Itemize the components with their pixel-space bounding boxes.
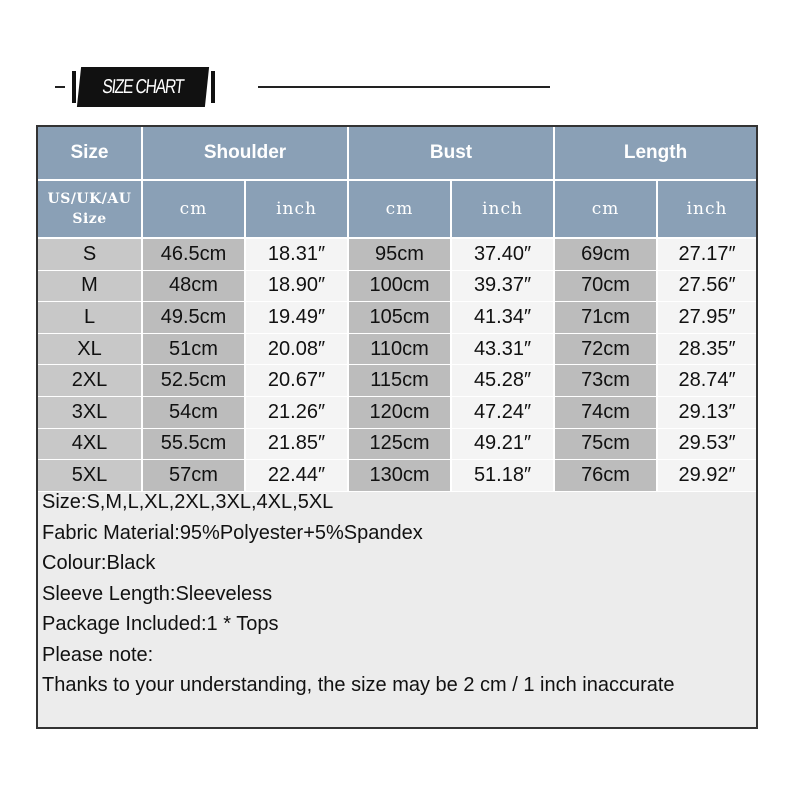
cell-bust-cm: 105cm bbox=[348, 302, 451, 334]
cell-length-cm: 74cm bbox=[554, 396, 657, 428]
banner-title: SIZE CHART bbox=[101, 75, 185, 98]
cell-length-inch: 27.17″ bbox=[657, 238, 756, 270]
cell-length-inch: 27.95″ bbox=[657, 302, 756, 334]
header-row bbox=[38, 127, 756, 180]
cell-length-cm: 71cm bbox=[554, 302, 657, 334]
note-package: Package Included:1 * Tops bbox=[42, 613, 279, 635]
subheader-length-cm: cm bbox=[554, 180, 657, 238]
cell-bust-cm: 125cm bbox=[348, 428, 451, 460]
cell-bust-inch: 49.21″ bbox=[451, 428, 554, 460]
note-disclaimer: Thanks to your understanding, the size may be 2 cm / 1 inch inaccurate bbox=[42, 674, 675, 696]
cell-size: S bbox=[38, 238, 142, 270]
cell-bust-inch: 51.18″ bbox=[451, 460, 554, 492]
cell-shoulder-inch: 18.90″ bbox=[245, 270, 348, 302]
cell-bust-inch: 37.40″ bbox=[451, 238, 554, 270]
cell-length-inch: 29.53″ bbox=[657, 428, 756, 460]
subheader-shoulder-cm: cm bbox=[142, 180, 245, 238]
cell-bust-inch: 45.28″ bbox=[451, 365, 554, 397]
table-row bbox=[38, 365, 756, 397]
note-colour: Colour:Black bbox=[42, 552, 156, 574]
subheader-region bbox=[38, 180, 142, 238]
cell-length-inch: 29.13″ bbox=[657, 396, 756, 428]
cell-length-cm: 70cm bbox=[554, 270, 657, 302]
cell-length-inch: 29.92″ bbox=[657, 460, 756, 492]
note-fabric: Fabric Material:95%Polyester+5%Spandex bbox=[42, 521, 423, 544]
table-row bbox=[38, 270, 756, 302]
note-sizes: Size:S,M,L,XL,2XL,3XL,4XL,5XL bbox=[42, 491, 334, 513]
table-row bbox=[38, 396, 756, 428]
cell-length-cm: 75cm bbox=[554, 428, 657, 460]
cell-length-inch: 28.74″ bbox=[657, 365, 756, 397]
cell-size: M bbox=[38, 270, 142, 302]
cell-shoulder-cm: 57cm bbox=[142, 460, 245, 492]
size-chart-banner bbox=[0, 64, 800, 110]
table-row bbox=[38, 302, 756, 334]
subheader-bust-cm: cm bbox=[348, 180, 451, 238]
cell-length-cm: 69cm bbox=[554, 238, 657, 270]
cell-length-cm: 73cm bbox=[554, 365, 657, 397]
cell-size: 2XL bbox=[38, 365, 142, 397]
cell-shoulder-inch: 19.49″ bbox=[245, 302, 348, 334]
banner-rule-left bbox=[55, 86, 65, 88]
cell-length-cm: 72cm bbox=[554, 333, 657, 365]
subheader-region-line2: Size bbox=[72, 211, 107, 227]
cell-length-inch: 27.56″ bbox=[657, 270, 756, 302]
size-table bbox=[38, 127, 756, 492]
cell-shoulder-cm: 52.5cm bbox=[142, 365, 245, 397]
cell-bust-cm: 100cm bbox=[348, 270, 451, 302]
subheader-row bbox=[38, 180, 756, 238]
cell-shoulder-inch: 20.08″ bbox=[245, 333, 348, 365]
cell-size: 5XL bbox=[38, 460, 142, 492]
cell-length-inch: 28.35″ bbox=[657, 333, 756, 365]
cell-bust-inch: 39.37″ bbox=[451, 270, 554, 302]
cell-length-cm: 76cm bbox=[554, 460, 657, 492]
subheader-region-line1: US/UK/AU bbox=[47, 191, 132, 207]
cell-size: 4XL bbox=[38, 428, 142, 460]
cell-shoulder-cm: 51cm bbox=[142, 333, 245, 365]
cell-size: XL bbox=[38, 333, 142, 365]
table-row bbox=[38, 333, 756, 365]
header-length: Length bbox=[554, 127, 756, 180]
cell-shoulder-cm: 46.5cm bbox=[142, 238, 245, 270]
banner-bar-right bbox=[211, 71, 215, 103]
table-row bbox=[38, 238, 756, 270]
cell-bust-cm: 120cm bbox=[348, 396, 451, 428]
cell-shoulder-inch: 22.44″ bbox=[245, 460, 348, 492]
header-size: Size bbox=[38, 127, 142, 180]
banner-title-box bbox=[77, 67, 209, 107]
product-notes bbox=[42, 487, 756, 701]
cell-bust-inch: 43.31″ bbox=[451, 333, 554, 365]
cell-shoulder-inch: 18.31″ bbox=[245, 238, 348, 270]
subheader-bust-inch: inch bbox=[451, 180, 554, 238]
note-please-note: Please note: bbox=[42, 643, 154, 666]
cell-bust-inch: 47.24″ bbox=[451, 396, 554, 428]
cell-size: L bbox=[38, 302, 142, 334]
cell-shoulder-cm: 49.5cm bbox=[142, 302, 245, 334]
cell-shoulder-cm: 55.5cm bbox=[142, 428, 245, 460]
cell-shoulder-cm: 48cm bbox=[142, 270, 245, 302]
subheader-shoulder-inch: inch bbox=[245, 180, 348, 238]
header-shoulder: Shoulder bbox=[142, 127, 348, 180]
cell-shoulder-inch: 20.67″ bbox=[245, 365, 348, 397]
size-chart-sheet bbox=[36, 125, 758, 729]
cell-shoulder-inch: 21.85″ bbox=[245, 428, 348, 460]
banner-bar-left bbox=[72, 71, 76, 103]
cell-bust-inch: 41.34″ bbox=[451, 302, 554, 334]
cell-shoulder-inch: 21.26″ bbox=[245, 396, 348, 428]
cell-size: 3XL bbox=[38, 396, 142, 428]
banner-rule-right bbox=[258, 86, 550, 88]
cell-bust-cm: 110cm bbox=[348, 333, 451, 365]
cell-shoulder-cm: 54cm bbox=[142, 396, 245, 428]
cell-bust-cm: 130cm bbox=[348, 460, 451, 492]
subheader-length-inch: inch bbox=[657, 180, 756, 238]
note-sleeve: Sleeve Length:Sleeveless bbox=[42, 582, 273, 605]
cell-bust-cm: 95cm bbox=[348, 238, 451, 270]
cell-bust-cm: 115cm bbox=[348, 365, 451, 397]
table-row bbox=[38, 428, 756, 460]
header-bust: Bust bbox=[348, 127, 554, 180]
